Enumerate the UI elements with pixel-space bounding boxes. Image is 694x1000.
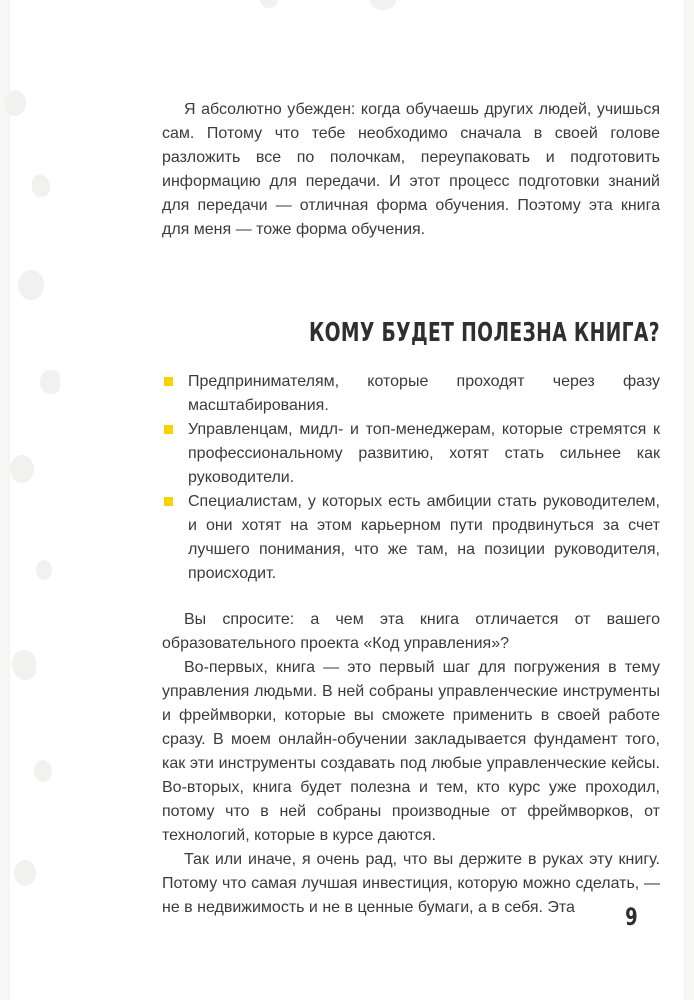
intro-paragraph: Я абсолютно убежден: когда обучаешь других людей, учишься сам. Потому что тебе необходимо сначала в своей голове разложить все по полочкам, переупаковать и подготовить информацию для передачи. И этот процесс подготовки знаний для передачи — отличная форма обучения. Поэтому эта книга для меня — тоже форма обучения. xyxy=(162,101,660,238)
list-item xyxy=(162,370,660,418)
list-item xyxy=(162,490,660,586)
paragraph: Вы спросите: а чем эта книга отличается от вашего образовательного проекта «Код управления»? xyxy=(162,611,660,652)
section-heading: КОМУ БУДЕТ ПОЛЕЗНА КНИГА? xyxy=(308,318,660,348)
decorative-blob xyxy=(36,560,52,580)
list-item-text: Специалистам, у которых есть амбиции стать руководителем, и они хотят на этом карьерном пути продвинуться за счет лучшего понимания, что же там, на позиции руководителя, происходит. xyxy=(188,493,660,582)
list-item-text: Управленцам, мидл- и топ-менеджерам, которые стремятся к профессиональному развитию, хотят стать сильнее как руководители. xyxy=(188,421,660,486)
decorative-blob xyxy=(14,860,36,886)
decorative-blob xyxy=(34,760,52,782)
decorative-blob xyxy=(40,370,60,394)
decorative-blob xyxy=(370,0,396,10)
decorative-blob xyxy=(12,650,36,680)
decorative-blob xyxy=(32,175,50,197)
list-item-text: Предпринимателям, которые проходят через фазу масштабирования. xyxy=(188,373,660,414)
book-page xyxy=(10,0,684,1000)
audience-list xyxy=(162,370,660,586)
decorative-blob xyxy=(4,90,26,116)
body-text xyxy=(162,608,660,920)
decorative-blob xyxy=(260,0,278,8)
page-number: 9 xyxy=(625,903,638,931)
bullet-square-icon xyxy=(164,425,173,434)
page-content xyxy=(162,98,660,920)
list-item xyxy=(162,418,660,490)
decorative-blob xyxy=(18,270,44,300)
paragraph: Во-первых, книга — это первый шаг для погружения в тему управления людьми. В ней собраны управленческие инструменты и фреймворки, которые вы сможете применить в своей работе сразу. В моем онлайн-обучении закладывается фундамент того, как эти инструменты создавать под любые управленческие кейсы. Во-вторых, книга будет полезна и тем, кто курс уже проходил, потому что в ней собраны производные от фреймворков, от технологий, которые в курсе даются. xyxy=(162,659,660,844)
paragraph: Так или иначе, я очень рад, что вы держите в руках эту книгу. Потому что самая лучшая инвестиция, которую можно сделать, — не в недвижимость и не в ценные бумаги, а в себя. Эта xyxy=(162,851,660,916)
decorative-blob xyxy=(10,455,34,483)
bullet-square-icon xyxy=(164,497,173,506)
bullet-square-icon xyxy=(164,377,173,386)
